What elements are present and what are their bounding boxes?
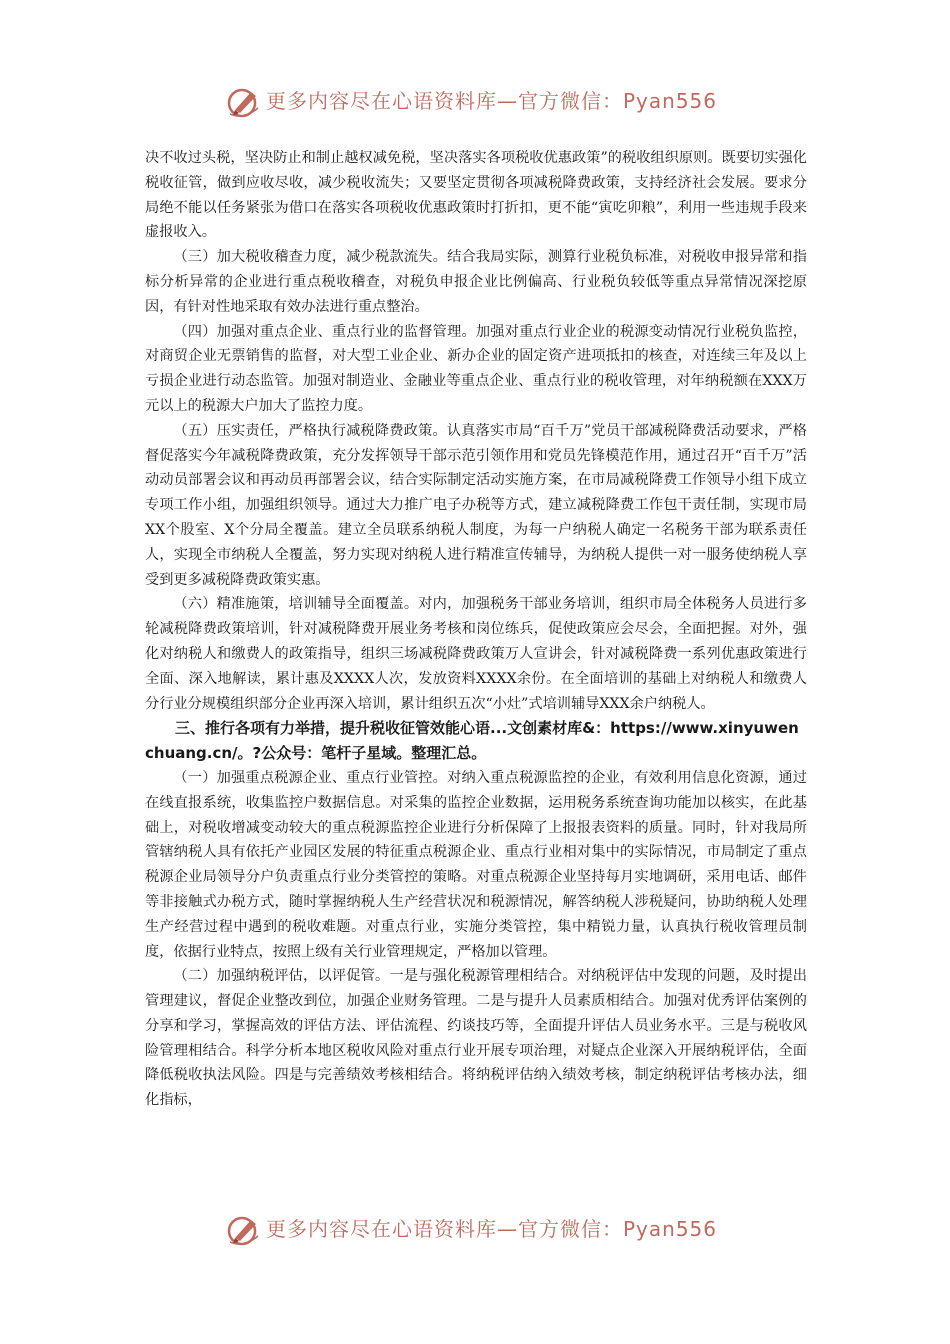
paragraph-5: （六）精准施策，培训辅导全面覆盖。对内，加强税务干部业务培训，组织市局全体税务人员进行多轮减税降费政策培训，针对减税降费开展业务考核和岗位练兵，促使政策应会尽会，全面把握。对外，强化对纳税人和缴费人的政策指导，组织三场减税降费政策万人宣讲会，针对减税降费一系列优惠政策进行全面、深入地解读，累计惠及XXXX人次，发放资料XXXX余份。在全面培训的基础上对纳税人和缴费人分行业分规模组织部分企业再深入培训，累计组织五次“小灶”式培训辅导XXX余户纳税人。 (145, 596, 807, 712)
paragraph-3: （四）加强对重点企业、重点行业的监督管理。加强对重点行业企业的税源变动情况行业税负监控，对商贸企业无票销售的监督，对大型工业企业、新办企业的固定资产进项抵扣的核查，对连续三年及以上亏损企业进行动态监管。加强对制造业、金融业等重点企业、重点行业的税收管理，对年纳税额在XXX万元以上的税源大户加大了监控力度。 (145, 323, 807, 414)
document-body (145, 146, 807, 1113)
pen-logo-icon (226, 84, 262, 120)
paragraph-2: （三）加大税收稽查力度，减少税款流失。结合我局实际，测算行业税负标准，对税收申报异常和指标分析异常的企业进行重点税收稽查，对税负申报企业比例偏高、行业税负较低等重点异常情况深挖原因，有针对性地采取有效办法进行重点整治。 (145, 249, 807, 315)
header-banner (0, 82, 950, 122)
banner-text: 更多内容尽在心语资料库—官方微信：Pyan556 (266, 89, 718, 113)
paragraph-7: （二）加强纳税评估，以评促管。一是与强化税源管理相结合。对纳税评估中发现的问题，及时提出管理建议，督促企业整改到位，加强企业财务管理。二是与提升人员素质相结合。加强对优秀评估案例的分享和学习，掌握高效的评估方法、评估流程、约谈技巧等，全面提升评估人员业务水平。三是与税收风险管理相结合。科学分析本地区税收风险对重点行业开展专项治理，对疑点企业深入开展纳税评估，全面降低税收执法风险。四是与完善绩效考核相结合。将纳税评估纳入绩效考核，制定纳税评估考核办法，细化指标， (145, 968, 807, 1109)
banner-text-footer: 更多内容尽在心语资料库—官方微信：Pyan556 (266, 1217, 718, 1241)
paragraph-6: （一）加强重点税源企业、重点行业管控。对纳入重点税源监控的企业，有效利用信息化资源，通过在线直报系统，收集监控户数据信息。对采集的监控企业数据，运用税务系统查询功能加以核实，在此基础上，对税收增减变动较大的重点税源监控企业进行分析保障了上报报表资料的质量。同时，针对我局所管辖纳税人具有依托产业园区发展的特征重点税源企业、重点行业相对集中的实际情况，市局制定了重点税源企业局领导分户负责重点行业分类管控的策略。对重点税源企业坚持每月实地调研，采用电话、邮件等非接触式办税方式，随时掌握纳税人生产经营状况和税源情况，解答纳税人涉税疑问，协助纳税人处理生产经营过程中遇到的税收难题。对重点行业，实施分类管控，集中精锐力量，认真执行税收管理员制度，依据行业特点，按照上级有关行业管理规定，严格加以管理。 (145, 769, 807, 960)
pen-logo-icon (226, 1212, 262, 1248)
paragraph-4: （五）压实责任，严格执行减税降费政策。认真落实市局“百千万”党员干部减税降费活动要求，严格督促落实今年减税降费政策，充分发挥领导干部示范引领作用和党员先锋模范作用，通过召开“百千万”活动动员部署会议和再动员再部署会议，结合实际制定活动实施方案，在市局减税降费工作领导小组下成立专项工作小组，加强组织领导。通过大力推广电子办税等方式，建立减税降费工作包干责任制，实现市局XX个股室、X个分局全覆盖。建立全员联系纳税人制度，为每一户纳税人确定一名税务干部为联系责任人，实现全市纳税人全覆盖，努力实现对纳税人进行精准宣传辅导，为纳税人提供一对一服务使纳税人享受到更多减税降费政策实惠。 (145, 422, 807, 588)
footer-banner (0, 1210, 950, 1250)
section-heading-3: 三、推行各项有力举措，提升税收征管效能心语...文创素材库&：https://www.xinyuwenchuang.cn/。?公众号：笔杆子星域。整理汇总。 (145, 719, 799, 763)
paragraph-1: 决不收过头税，坚决防止和制止越权减免税，坚决落实各项税收优惠政策”的税收组织原则。既要切实强化税收征管，做到应收尽收，减少税收流失；又要坚定贯彻各项减税降费政策，支持经济社会发展。要求分局绝不能以任务紧张为借口在落实各项税收优惠政策时打折扣，更不能“寅吃卯粮”，利用一些违规手段来虚报收入。 (145, 150, 807, 241)
